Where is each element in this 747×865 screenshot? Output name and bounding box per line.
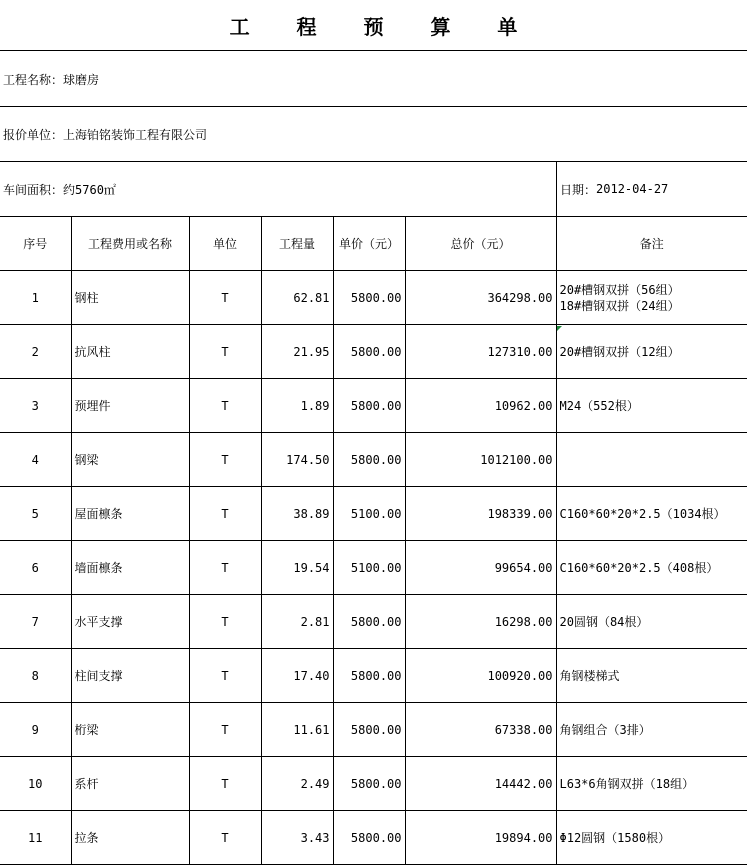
note-line: 角钢组合（3排） (559, 722, 651, 737)
date-value: 2012-04-27 (596, 182, 669, 196)
cell-seq[interactable]: 1 (0, 271, 71, 325)
table-row (0, 811, 747, 865)
cell-unit-price[interactable]: 5100.00 (333, 487, 405, 541)
cell-unit-price[interactable]: 5800.00 (333, 433, 405, 487)
table-row (0, 487, 747, 541)
note-line: C160*60*20*2.5（408根） (559, 560, 719, 575)
table-row (0, 271, 747, 325)
header-name[interactable]: 工程费用或名称 (71, 217, 189, 271)
cell-qty[interactable]: 1.89 (261, 379, 333, 433)
cell-notes[interactable] (556, 757, 747, 811)
cell-qty[interactable]: 11.61 (261, 703, 333, 757)
cell-unit-price[interactable]: 5800.00 (333, 325, 405, 379)
company-value: 上海铂铭装饰工程有限公司 (63, 127, 208, 142)
cell-name[interactable]: 拉条 (71, 811, 189, 865)
cell-seq[interactable]: 6 (0, 541, 71, 595)
note-line: C160*60*20*2.5（1034根） (559, 506, 726, 521)
page-title: 工 程 预 算 单 (0, 0, 747, 51)
cell-comment-marker (557, 326, 562, 331)
cell-notes[interactable] (556, 649, 747, 703)
cell-qty[interactable]: 38.89 (261, 487, 333, 541)
table-row (0, 757, 747, 811)
header-unit[interactable]: 单位 (189, 217, 261, 271)
cell-unit[interactable]: T (189, 541, 261, 595)
cell-total[interactable]: 16298.00 (405, 595, 556, 649)
cell-seq[interactable]: 10 (0, 757, 71, 811)
cell-unit[interactable]: T (189, 811, 261, 865)
cell-name[interactable]: 水平支撑 (71, 595, 189, 649)
cell-notes[interactable] (556, 595, 747, 649)
cell-total[interactable]: 19894.00 (405, 811, 556, 865)
header-total[interactable]: 总价（元） (405, 217, 556, 271)
project-name-value: 球磨房 (63, 72, 100, 87)
cell-unit[interactable]: T (189, 379, 261, 433)
cell-unit[interactable]: T (189, 271, 261, 325)
header-seq[interactable]: 序号 (0, 217, 71, 271)
cell-seq[interactable]: 2 (0, 325, 71, 379)
note-line: L63*6角钢双拼（18组） (559, 776, 695, 791)
note-line: 20圆钢（84根） (559, 614, 649, 629)
cell-qty[interactable]: 19.54 (261, 541, 333, 595)
project-name-row (0, 52, 747, 107)
company-row (0, 107, 747, 162)
header-notes[interactable]: 备注 (556, 217, 747, 271)
cell-qty[interactable]: 17.40 (261, 649, 333, 703)
cell-notes[interactable] (556, 811, 747, 865)
header-unit-price[interactable]: 单价（元） (333, 217, 405, 271)
cell-unit[interactable]: T (189, 649, 261, 703)
cell-name[interactable]: 抗风柱 (71, 325, 189, 379)
note-line: 角钢楼梯式 (559, 668, 620, 683)
area-value: 约5760㎡ (63, 182, 116, 197)
cell-total[interactable]: 14442.00 (405, 757, 556, 811)
cell-notes[interactable] (556, 433, 747, 487)
project-name-cell[interactable] (0, 52, 747, 106)
cell-qty[interactable]: 62.81 (261, 271, 333, 325)
company-label: 报价单位： (3, 127, 64, 142)
date-cell[interactable] (556, 162, 747, 216)
cell-unit-price[interactable]: 5800.00 (333, 703, 405, 757)
cell-total[interactable]: 1012100.00 (405, 433, 556, 487)
cell-unit-price[interactable]: 5800.00 (333, 757, 405, 811)
cell-name[interactable]: 钢柱 (71, 271, 189, 325)
note-line: 20#槽钢双拼（56组） (559, 282, 680, 297)
cell-seq[interactable]: 7 (0, 595, 71, 649)
cell-seq[interactable]: 3 (0, 379, 71, 433)
cell-seq[interactable]: 9 (0, 703, 71, 757)
table-row (0, 595, 747, 649)
cell-notes[interactable] (556, 325, 747, 379)
cell-unit[interactable]: T (189, 703, 261, 757)
header-qty[interactable]: 工程量 (261, 217, 333, 271)
cell-total[interactable]: 364298.00 (405, 271, 556, 325)
cell-notes[interactable] (556, 271, 747, 325)
cell-name[interactable]: 钢梁 (71, 433, 189, 487)
cell-qty[interactable]: 174.50 (261, 433, 333, 487)
cell-total[interactable]: 99654.00 (405, 541, 556, 595)
cell-unit[interactable]: T (189, 595, 261, 649)
cell-total[interactable]: 67338.00 (405, 703, 556, 757)
cell-unit-price[interactable]: 5800.00 (333, 379, 405, 433)
cell-unit-price[interactable]: 5100.00 (333, 541, 405, 595)
cell-seq[interactable]: 4 (0, 433, 71, 487)
table-row (0, 649, 747, 703)
cell-total[interactable]: 127310.00 (405, 325, 556, 379)
cell-name[interactable]: 系杆 (71, 757, 189, 811)
table-body (0, 271, 747, 865)
cell-name[interactable]: 柱间支撑 (71, 649, 189, 703)
cell-unit[interactable]: T (189, 757, 261, 811)
table-row (0, 703, 747, 757)
budget-table (0, 216, 747, 865)
cell-total[interactable]: 198339.00 (405, 487, 556, 541)
date-label: 日期： (560, 182, 597, 197)
cell-notes[interactable] (556, 379, 747, 433)
cell-unit[interactable]: T (189, 487, 261, 541)
cell-seq[interactable]: 5 (0, 487, 71, 541)
area-label: 车间面积： (3, 182, 64, 197)
note-line: 20#槽钢双拼（12组） (559, 344, 680, 359)
table-row (0, 541, 747, 595)
cell-notes[interactable] (556, 541, 747, 595)
cell-seq[interactable]: 11 (0, 811, 71, 865)
company-cell[interactable] (0, 107, 747, 161)
cell-notes[interactable] (556, 703, 747, 757)
cell-unit-price[interactable]: 5800.00 (333, 595, 405, 649)
table-header-row (0, 217, 747, 271)
note-line: M24（552根） (559, 398, 639, 413)
cell-seq[interactable]: 8 (0, 649, 71, 703)
cell-total[interactable]: 10962.00 (405, 379, 556, 433)
cell-notes[interactable] (556, 487, 747, 541)
project-name-label: 工程名称： (3, 72, 64, 87)
cell-unit-price[interactable]: 5800.00 (333, 649, 405, 703)
table-row (0, 433, 747, 487)
cell-qty[interactable]: 2.81 (261, 595, 333, 649)
cell-qty[interactable]: 21.95 (261, 325, 333, 379)
cell-qty[interactable]: 2.49 (261, 757, 333, 811)
cell-name[interactable]: 屋面檩条 (71, 487, 189, 541)
cell-unit-price[interactable]: 5800.00 (333, 271, 405, 325)
cell-unit-price[interactable]: 5800.00 (333, 811, 405, 865)
table-row (0, 379, 747, 433)
cell-name[interactable]: 桁梁 (71, 703, 189, 757)
cell-total[interactable]: 100920.00 (405, 649, 556, 703)
cell-name[interactable]: 预埋件 (71, 379, 189, 433)
note-line: Φ12圆钢（1580根） (559, 830, 671, 845)
cell-name[interactable]: 墙面檩条 (71, 541, 189, 595)
area-date-row (0, 162, 747, 217)
cell-qty[interactable]: 3.43 (261, 811, 333, 865)
note-line: 18#槽钢双拼（24组） (559, 298, 680, 313)
area-cell[interactable] (0, 162, 556, 216)
cell-unit[interactable]: T (189, 325, 261, 379)
cell-unit[interactable]: T (189, 433, 261, 487)
table-row (0, 325, 747, 379)
